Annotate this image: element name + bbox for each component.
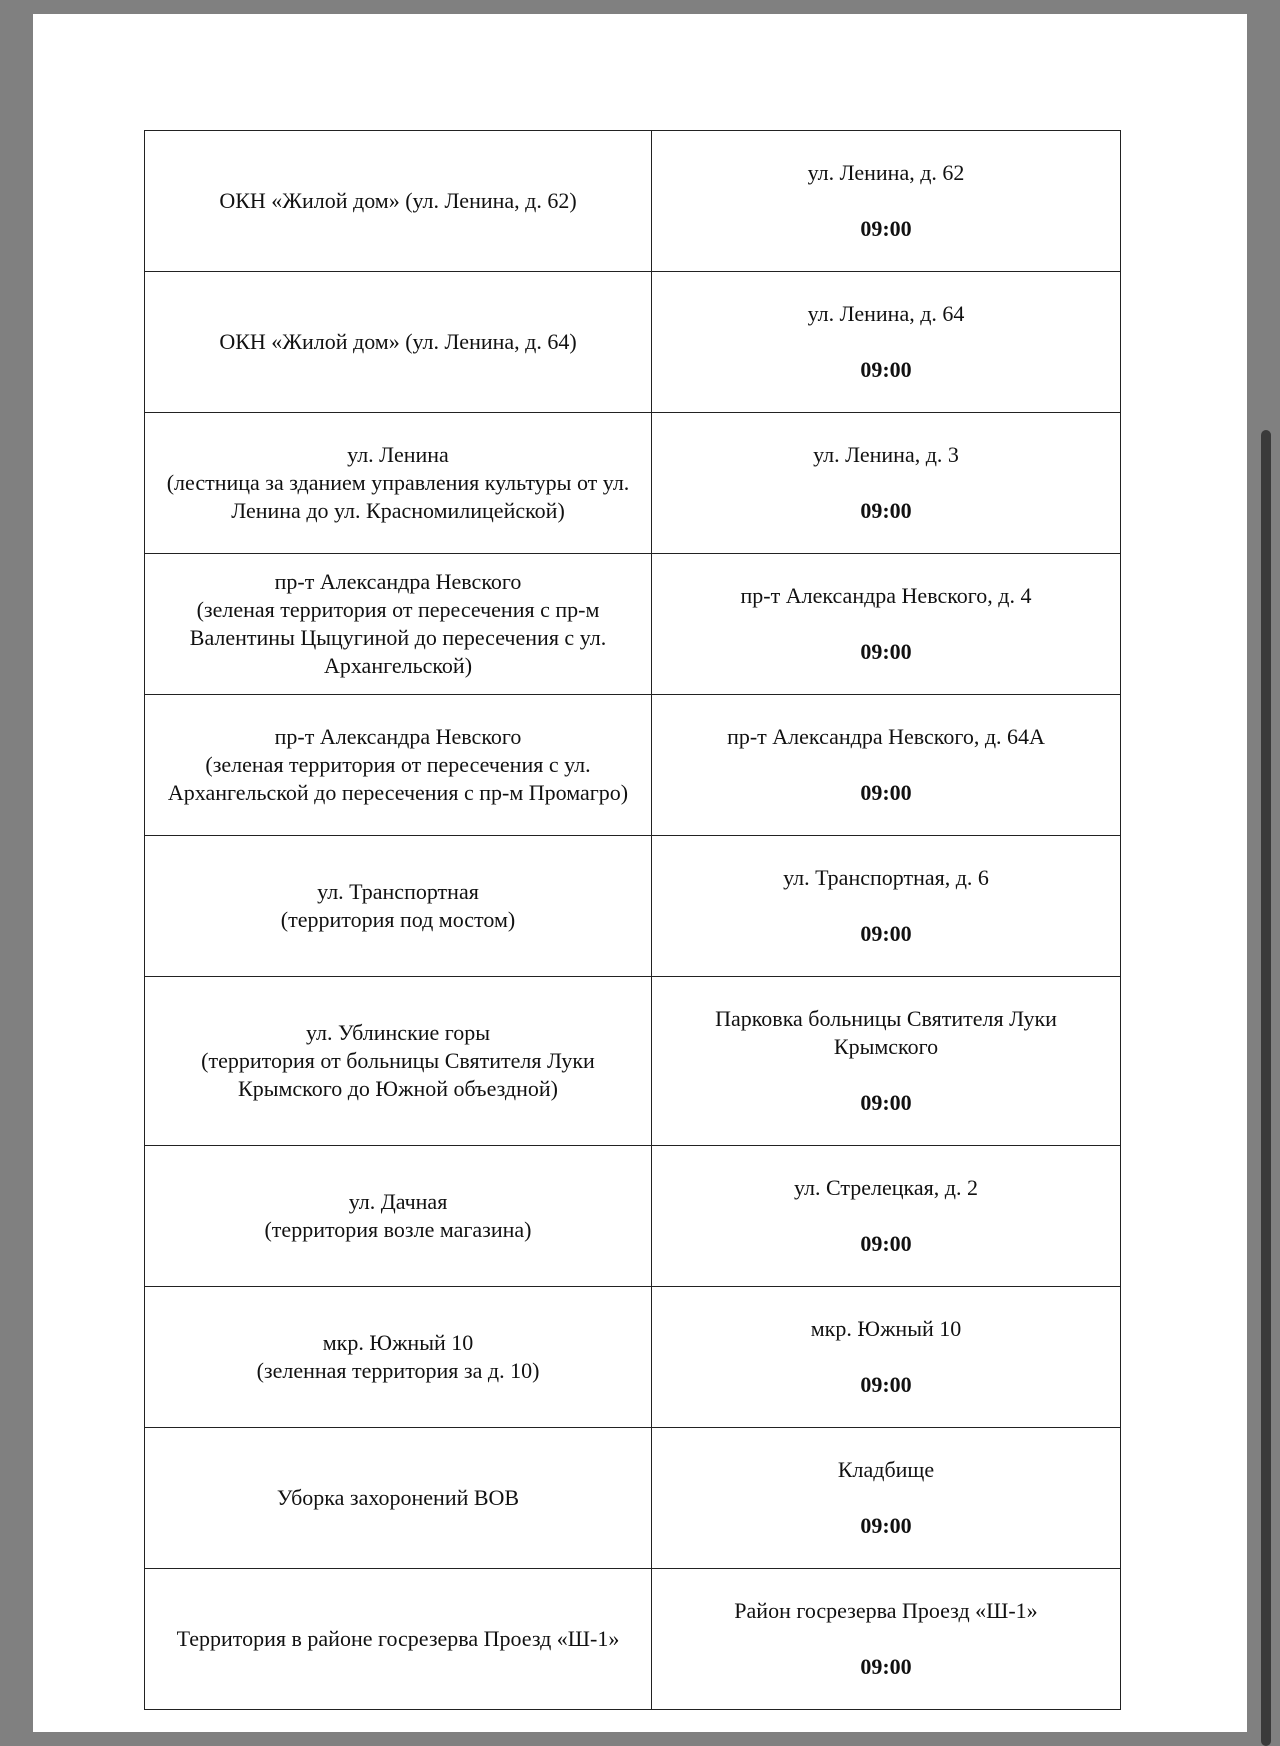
table-row — [145, 1287, 1121, 1428]
location-cell: мкр. Южный 10 (зеленная территория за д. 10) — [145, 1287, 652, 1428]
document-page — [33, 14, 1247, 1732]
address-text: мкр. Южный 10 — [810, 1316, 962, 1341]
time-text: 09:00 — [860, 1654, 912, 1679]
schedule-table — [144, 130, 1121, 1710]
address-time-cell — [652, 1428, 1121, 1569]
address-text: ул. Стрелецкая, д. 2 — [794, 1175, 978, 1200]
address-time-cell — [652, 1569, 1121, 1710]
address-time-cell — [652, 413, 1121, 554]
table-row — [145, 977, 1121, 1146]
location-cell: ул. Ублинские горы (территория от больницы Святителя Луки Крымского до Южной объездной) — [145, 977, 652, 1146]
time-text: 09:00 — [860, 216, 912, 241]
time-text: 09:00 — [860, 1513, 912, 1538]
location-cell: ОКН «Жилой дом» (ул. Ленина, д. 62) — [145, 131, 652, 272]
address-text: ул. Ленина, д. 62 — [807, 160, 965, 185]
table-row — [145, 695, 1121, 836]
table-row — [145, 1146, 1121, 1287]
time-text: 09:00 — [860, 921, 912, 946]
time-text: 09:00 — [860, 780, 912, 805]
time-text: 09:00 — [860, 1090, 912, 1115]
address-time-cell — [652, 977, 1121, 1146]
time-text: 09:00 — [860, 639, 912, 664]
address-text: Район госрезерва Проезд «Ш-1» — [734, 1598, 1038, 1623]
vertical-scrollbar[interactable] — [1261, 430, 1271, 1746]
address-text: Кладбище — [837, 1457, 935, 1482]
location-cell: пр-т Александра Невского (зеленая территория от пересечения с ул. Архангельской до пересечения с пр-м Промагро) — [145, 695, 652, 836]
address-text: ул. Ленина, д. 64 — [807, 301, 965, 326]
time-text: 09:00 — [860, 1372, 912, 1397]
address-time-cell — [652, 131, 1121, 272]
location-cell: пр-т Александра Невского (зеленая территория от пересечения с пр-м Валентины Цыцугиной до пересечения с ул. Архангельской) — [145, 554, 652, 695]
address-time-cell — [652, 554, 1121, 695]
address-time-cell — [652, 1287, 1121, 1428]
address-text: ул. Транспортная, д. 6 — [783, 865, 989, 890]
address-time-cell — [652, 695, 1121, 836]
address-text: ул. Ленина, д. 3 — [813, 442, 959, 467]
location-cell: ОКН «Жилой дом» (ул. Ленина, д. 64) — [145, 272, 652, 413]
table-row — [145, 836, 1121, 977]
location-cell: ул. Транспортная (территория под мостом) — [145, 836, 652, 977]
address-text: пр-т Александра Невского, д. 4 — [740, 583, 1032, 608]
location-cell: ул. Дачная (территория возле магазина) — [145, 1146, 652, 1287]
table-row — [145, 413, 1121, 554]
address-time-cell — [652, 1146, 1121, 1287]
table-row — [145, 1569, 1121, 1710]
location-cell: Территория в районе госрезерва Проезд «Ш-1» — [145, 1569, 652, 1710]
address-text: пр-т Александра Невского, д. 64А — [727, 724, 1045, 749]
address-time-cell — [652, 272, 1121, 413]
table-row — [145, 131, 1121, 272]
time-text: 09:00 — [860, 1231, 912, 1256]
location-cell: ул. Ленина (лестница за зданием управления культуры от ул. Ленина до ул. Красномилицейской) — [145, 413, 652, 554]
address-time-cell — [652, 836, 1121, 977]
address-text: Парковка больницы Святителя Луки Крымского — [715, 1006, 1057, 1059]
table-row — [145, 1428, 1121, 1569]
table-row — [145, 272, 1121, 413]
time-text: 09:00 — [860, 357, 912, 382]
time-text: 09:00 — [860, 498, 912, 523]
location-cell: Уборка захоронений ВОВ — [145, 1428, 652, 1569]
table-row — [145, 554, 1121, 695]
